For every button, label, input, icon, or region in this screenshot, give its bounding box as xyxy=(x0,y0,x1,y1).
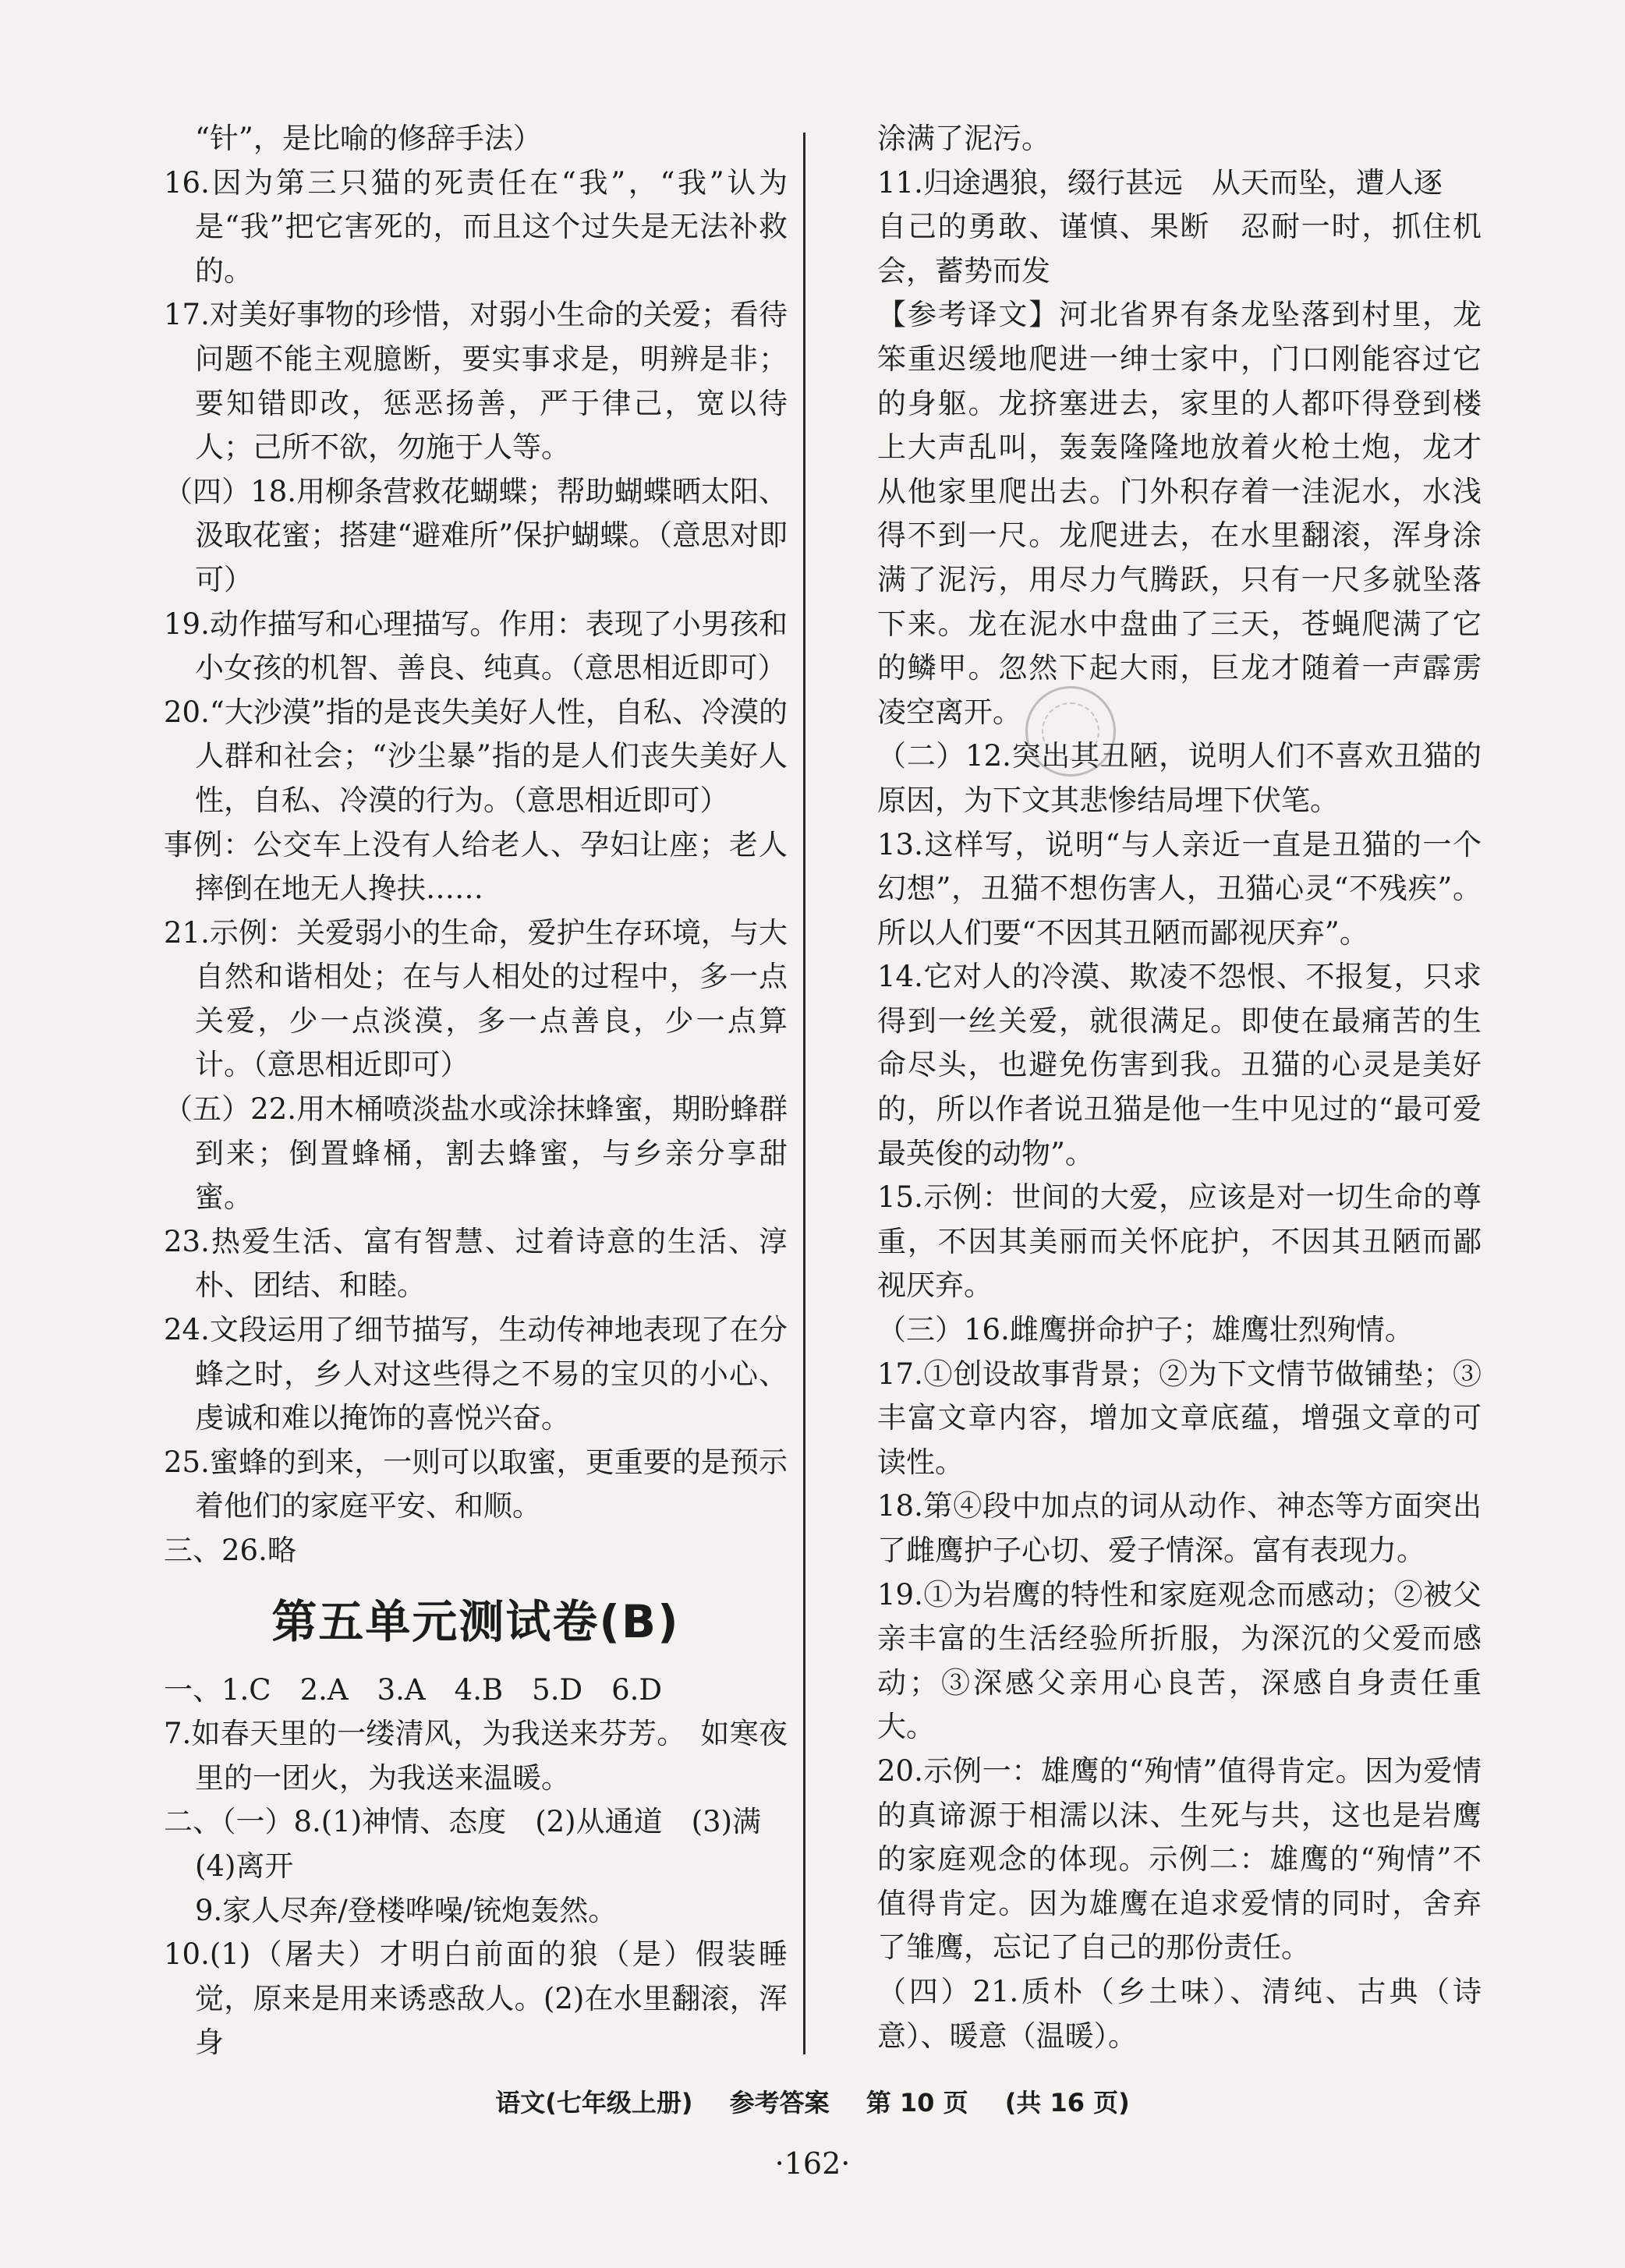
answer-paragraph: 20.示例一：雄鹰的“殉情”值得肯定。因为爱情的真谛源于相濡以沫、生死与共，这也是岩鹰的家庭观念的体现。示例二：雄鹰的“殉情”不值得肯定。因为雄鹰在追求爱情的同时，舍弃了雏鹰，忘记了自己的那份责任。 xyxy=(877,1753,1482,1965)
answer-paragraph: 18.第④段中加点的词从动作、神态等方面突出了雌鹰护子心切、爱子情深。富有表现力。 xyxy=(877,1489,1482,1567)
answer-paragraph: 20.“大沙漠”指的是丧失美好人性，自私、冷漠的人群和社会；“沙尘暴”指的是人们丧失美好人性，自私、冷漠的行为。（意思相近即可） xyxy=(164,695,788,817)
answer-paragraph: “针”，是比喻的修辞手法） xyxy=(195,122,542,155)
answer-paragraph: 一、1.C 2.A 3.A 4.B 5.D 6.D xyxy=(164,1672,663,1707)
answer-paragraph: (4)离开 xyxy=(195,1849,294,1883)
page-number: ·162· xyxy=(774,2146,851,2181)
footer-total: (共 16 页) xyxy=(1004,2088,1130,2118)
footer-subject: 语文(七年级上册) xyxy=(495,2088,693,2118)
watermark-stamp-icon xyxy=(1025,686,1116,777)
answer-paragraph: 19.①为岩鹰的特性和家庭观念而感动；②被父亲丰富的生活经验所折服，为深沉的父爱而感动；③深感父亲用心良苦，深感自身责任重大。 xyxy=(877,1577,1482,1744)
left-answer-list xyxy=(164,117,788,1573)
answer-paragraph: （四）21.质朴（乡土味）、清纯、古典（诗意）、暖意（温暖）。 xyxy=(877,1974,1482,2053)
answer-paragraph: （三）16.雌鹰拼命护子；雄鹰壮烈殉情。 xyxy=(877,1313,1414,1347)
right-answer-list xyxy=(877,117,1482,2058)
answer-paragraph: 25.蜜蜂的到来，一则可以取蜜，更重要的是预示着他们的家庭平安、和顺。 xyxy=(164,1445,788,1523)
answer-paragraph: 11.归途遇狼，缀行甚远 从天而坠，遭人逐 xyxy=(877,165,1443,200)
answer-paragraph: 10.(1)（屠夫）才明白前面的狼（是）假装睡觉，原来是用来诱惑敌人。(2)在水里翻滚，浑身 xyxy=(164,1937,788,2060)
answer-paragraph: 自己的勇敢、谨慎、果断 忍耐一时，抓住机会，蓄势而发 xyxy=(877,210,1482,288)
answer-paragraph: 14.它对人的冷漠、欺凌不怨恨、不报复，只求得到一丝关爱，就很满足。即使在最痛苦的生命尽头，也避免伤害到我。丑猫的心灵是美好的，所以作者说丑猫是他一生中见过的“最可爱最英俊的动物”。 xyxy=(877,960,1482,1170)
answer-paragraph: 19.动作描写和心理描写。作用：表现了小男孩和小女孩的机智、善良、纯真。（意思相近即可） xyxy=(164,607,788,685)
footer-section: 参考答案 xyxy=(729,2088,830,2118)
answer-paragraph: 15.示例：世间的大爱，应该是对一切生命的尊重，不因其美丽而关怀庇护，不因其丑陋而鄙视厌弃。 xyxy=(877,1180,1482,1303)
answer-paragraph: 9.家人尽奔/登楼哗噪/铳炮轰然。 xyxy=(195,1893,618,1927)
answer-paragraph: 涂满了泥污。 xyxy=(877,122,1050,155)
left-column xyxy=(164,117,788,2065)
answer-paragraph: 17.①创设故事背景；②为下文情节做铺垫；③丰富文章内容，增加文章底蕴，增强文章的可读性。 xyxy=(877,1357,1482,1479)
answer-paragraph: 13.这样写，说明“与人亲近一直是丑猫的一个幻想”，丑猫不想伤害人，丑猫心灵“不残疾”。所以人们要“不因其丑陋而鄙视厌弃”。 xyxy=(877,827,1482,950)
answer-paragraph: 17.对美好事物的珍惜，对弱小生命的关爱；看待问题不能主观臆断，要实事求是，明辨是非；要知错即改，惩恶扬善，严于律己，宽以待人；己所不欲，勿施于人等。 xyxy=(164,298,788,465)
answer-paragraph: 三、26.略 xyxy=(164,1534,296,1567)
answer-paragraph: 事例：公交车上没有人给老人、孕妇让座；老人摔倒在地无人搀扶…… xyxy=(164,827,788,906)
answer-paragraph: （四）18.用柳条营救花蝴蝶；帮助蝴蝶晒太阳、汲取花蜜；搭建“避难所”保护蝴蝶。（意思对即可） xyxy=(164,474,788,596)
page-footer xyxy=(0,2086,1625,2120)
left-answer-list-after xyxy=(164,1668,788,2065)
right-column xyxy=(877,117,1482,2058)
answer-paragraph: 21.示例：关爱弱小的生命，爱护生存环境，与大自然和谐相处；在与人相处的过程中，多一点关爱，少一点淡漠，多一点善良，少一点算计。（意思相近即可） xyxy=(164,915,788,1082)
column-divider xyxy=(803,133,805,2054)
footer-page: 第 10 页 xyxy=(866,2088,968,2118)
answer-paragraph: 【参考译文】河北省界有条龙坠落到村里，龙笨重迟缓地爬进一绅士家中，门口刚能容过它的身躯。龙挤塞进去，家里的人都吓得登到楼上大声乱叫，轰轰隆隆地放着火枪土炮，龙才从他家里爬出去。门外积存着一洼泥水，水浅得不到一尺。龙爬进去，在水里翻滚，浑身涂满了泥污，用尽力气腾跃，只有一尺多就坠落下来。龙在泥水中盘曲了三天，苍蝇爬满了它的鳞甲。忽然下起大雨，巨龙才随着一声霹雳凌空离开。 xyxy=(877,298,1482,729)
answer-paragraph: 7.如春天里的一缕清风，为我送来芬芳。 如寒夜里的一团火，为我送来温暖。 xyxy=(164,1717,788,1795)
unit-title: 第五单元测试卷(B) xyxy=(271,1594,680,1648)
answer-paragraph: （五）22.用木桶喷淡盐水或涂抹蜂蜜，期盼蜂群到来；倒置蜂桶，割去蜂蜜，与乡亲分享甜蜜。 xyxy=(164,1092,788,1215)
answer-paragraph: 24.文段运用了细节描写，生动传神地表现了在分蜂之时，乡人对这些得之不易的宝贝的小心、虔诚和难以掩饰的喜悦兴奋。 xyxy=(164,1313,788,1435)
answer-paragraph: 23.热爱生活、富有智慧、过着诗意的生活、淳朴、团结、和睦。 xyxy=(164,1224,788,1303)
answer-paragraph: 二、（一）8.(1)神情、态度 (2)从通道 (3)满 xyxy=(164,1805,762,1839)
answer-paragraph: （二）12.突出其丑陋，说明人们不喜欢丑猫的原因，为下文其悲惨结局埋下伏笔。 xyxy=(877,739,1482,817)
answer-paragraph: 16.因为第三只猫的死责任在“我”，“我”认为是“我”把它害死的，而且这个过失是无法补救的。 xyxy=(164,165,788,288)
